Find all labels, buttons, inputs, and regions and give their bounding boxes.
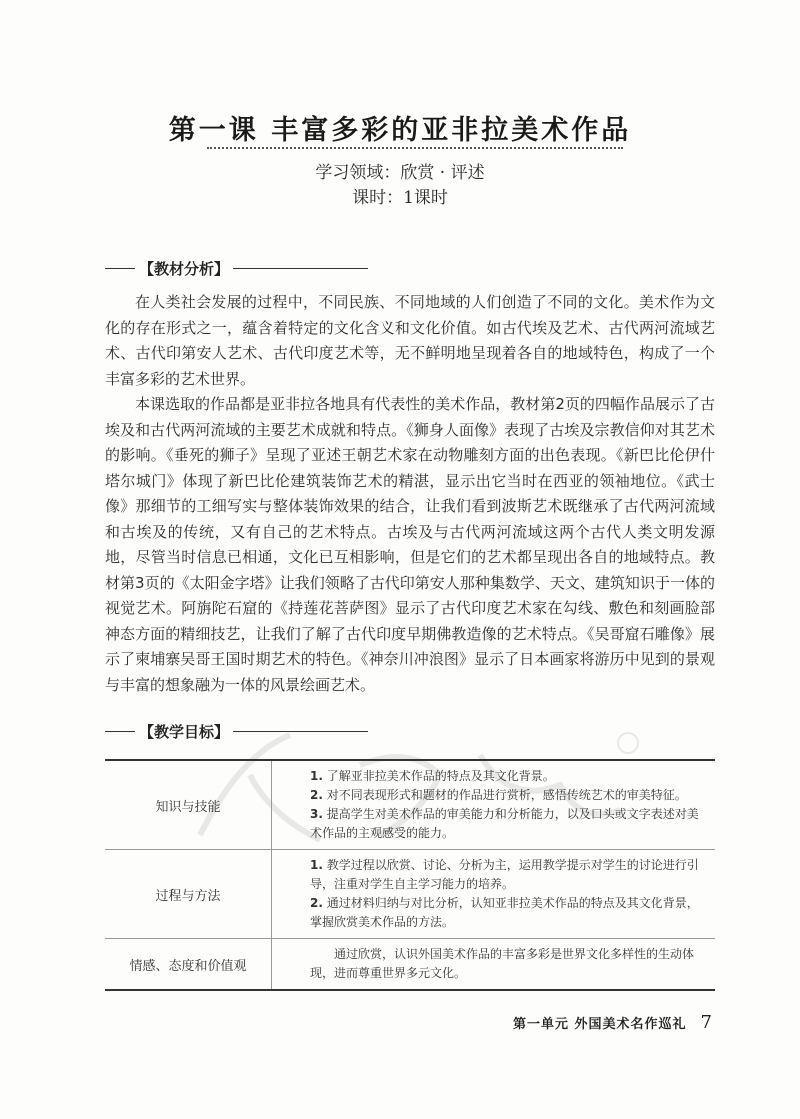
goal-item-number: 3. (310, 807, 323, 821)
goal-category: 过程与方法 (105, 850, 272, 939)
goal-item (280, 805, 707, 843)
goal-item-number: 1. (310, 858, 323, 872)
goal-content (272, 939, 716, 991)
heading-rule-right (233, 731, 368, 732)
unit-title: 第一单元 外国美术名作巡礼 (513, 1017, 687, 1032)
page-footer (513, 1012, 712, 1033)
class-hours: 课时：1课时 (352, 188, 448, 208)
table-row (105, 850, 715, 939)
goal-item-number: 1. (310, 769, 323, 783)
goal-item (280, 894, 707, 932)
section-heading-label: 【教学目标】 (139, 722, 230, 741)
goal-item-number: 2. (310, 896, 323, 910)
goal-item-text: 了解亚非拉美术作品的特点及其文化背景。 (326, 769, 555, 783)
section-heading-analysis (105, 256, 368, 280)
teaching-goals-table (105, 759, 715, 991)
table-row (105, 760, 715, 850)
heading-rule-left (105, 268, 135, 269)
goal-item (280, 767, 707, 786)
learning-domain: 学习领域：欣赏 · 评述 (315, 163, 485, 183)
section-heading-goals (105, 719, 368, 743)
heading-rule-left (105, 731, 135, 732)
title-divider (207, 147, 623, 149)
goal-item-text: 通过欣赏，认识外国美术作品的丰富多彩是世界文化多样性的生动体现，进而尊重世界多元文化。 (310, 947, 695, 980)
goal-item-text: 教学过程以欣赏、讨论、分析为主，运用教学提示对学生的讨论进行引导，注重对学生自主学习能力的培养。 (310, 858, 699, 891)
goal-item-text: 通过材料归纳与对比分析，认知亚非拉美术作品的特点及其文化背景，掌握欣赏美术作品的方法。 (310, 896, 699, 929)
analysis-paragraph-1: 在人类社会发展的过程中，不同民族、不同地域的人们创造了不同的文化。美术作为文化的存在形式之一，蕴含着特定的文化含义和文化价值。如古代埃及艺术、古代两河流域艺术、古代印第安人艺术、古代印度艺术等，无不鲜明地呈现着各自的地域特色，构成了一个丰富多彩的艺术世界。 (105, 293, 715, 388)
analysis-paragraph-2: 本课选取的作品都是亚非拉各地具有代表性的美术作品，教材第2页的四幅作品展示了古埃及和古代两河流域的主要艺术成就和特点。《狮身人面像》表现了古埃及宗教信仰对其艺术的影响。《垂死的狮子》呈现了亚述王朝艺术家在动物雕刻方面的出色表现。《新巴比伦伊什塔尔城门》体现了新巴比伦建筑装饰艺术的精湛，显示出它当时在西亚的领袖地位。《武士像》那细节的工细写实与整体装饰效果的结合，让我们看到波斯艺术既继承了古代两河流域和古埃及的传统，又有自己的艺术特点。古埃及与古代两河流域这两个古代人类文明发源地，尽管当时信息已相通，文化已互相影响，但是它们的艺术都呈现出各自的地域特点。教材第3页的《太阳金字塔》让我们领略了古代印第安人那种集数学、天文、建筑知识于一体的视觉艺术。阿旃陀石窟的《持莲花菩萨图》显示了古代印度艺术家在勾线、敷色和刻画脸部神态方面的精细技艺，让我们了解了古代印度早期佛教造像的艺术特点。《吴哥窟石雕像》展示了柬埔寨吴哥王国时期艺术的特色。《神奈川冲浪图》显示了日本画家将游历中见到的景观与丰富的想象融为一体的风景绘画艺术。 (105, 395, 715, 694)
table-row (105, 939, 715, 991)
page-number: 7 (700, 1012, 712, 1033)
goal-item-text: 提高学生对美术作品的审美能力和分析能力，以及口头或文字表述对美术作品的主观感受的能力。 (310, 807, 699, 840)
goal-content (272, 850, 716, 939)
goal-item-number: 2. (310, 788, 323, 802)
goal-item-text: 对不同表现形式和题材的作品进行赏析，感悟传统艺术的审美特征。 (326, 788, 687, 802)
goal-category: 情感、态度和价值观 (105, 939, 272, 991)
section-heading-label: 【教材分析】 (139, 259, 230, 278)
heading-rule-right (233, 268, 368, 269)
goal-category: 知识与技能 (105, 760, 272, 850)
lesson-title: 第一课 丰富多彩的亚非拉美术作品 (168, 115, 632, 146)
goal-item (280, 786, 707, 805)
goal-content (272, 760, 716, 850)
goal-item (280, 856, 707, 894)
